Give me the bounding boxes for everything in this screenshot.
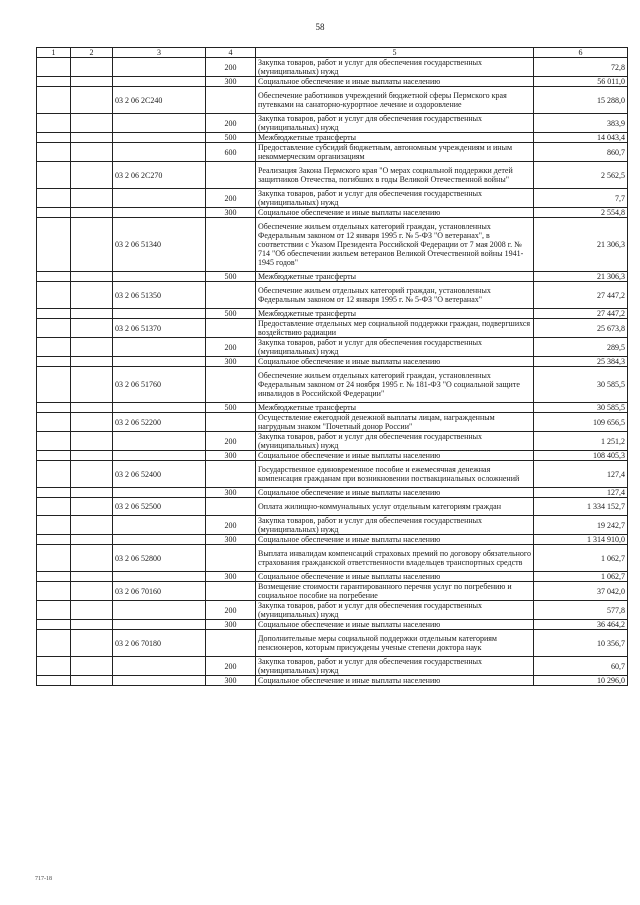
cell-amount: 27 447,2: [534, 282, 628, 309]
cell-description: Социальное обеспечение и иные выплаты населению: [256, 676, 534, 686]
cell-col2: [71, 413, 113, 432]
cell-description: Социальное обеспечение и иные выплаты населению: [256, 357, 534, 367]
table-row: [37, 630, 628, 657]
cell-expense-type: 500: [206, 272, 256, 282]
cell-expense-type: 500: [206, 309, 256, 319]
cell-col1: [37, 582, 71, 601]
cell-expense-type: [206, 582, 256, 601]
cell-description: Реализация Закона Пермского края "О мерах социальной поддержки детей защитников Отечества, погибших в годы Великой Отечественной войны": [256, 162, 534, 189]
cell-description: Обеспечение жильем отдельных категорий граждан, установленных Федеральным законом от 24 ноября 1995 г. № 181-ФЗ "О социальной защите инвалидов в Российской Федерации": [256, 367, 534, 403]
cell-col1: [37, 282, 71, 309]
cell-amount: 109 656,5: [534, 413, 628, 432]
table-row: [37, 451, 628, 461]
cell-amount: 37 042,0: [534, 582, 628, 601]
cell-target-code: 03 2 06 52500: [113, 498, 206, 516]
cell-amount: 383,9: [534, 114, 628, 133]
cell-description: Государственное единовременное пособие и ежемесячная денежная компенсация гражданам при возникновении поствакцинальных осложнений: [256, 461, 534, 488]
cell-col2: [71, 572, 113, 582]
cell-col1: [37, 357, 71, 367]
cell-target-code: 03 2 06 52400: [113, 461, 206, 488]
table-row: [37, 601, 628, 620]
cell-amount: 30 585,5: [534, 367, 628, 403]
cell-col1: [37, 133, 71, 143]
cell-expense-type: [206, 461, 256, 488]
cell-col2: [71, 516, 113, 535]
cell-expense-type: 300: [206, 208, 256, 218]
cell-amount: 7,7: [534, 189, 628, 208]
cell-amount: 289,5: [534, 338, 628, 357]
table-row: [37, 87, 628, 114]
cell-target-code: [113, 338, 206, 357]
cell-description: Социальное обеспечение и иные выплаты населению: [256, 451, 534, 461]
cell-col1: [37, 87, 71, 114]
cell-expense-type: 200: [206, 58, 256, 77]
table-row: [37, 620, 628, 630]
cell-expense-type: 300: [206, 620, 256, 630]
cell-description: Предоставление отдельных мер социальной поддержки граждан, подвергшихся воздействию радиации: [256, 319, 534, 338]
cell-target-code: [113, 516, 206, 535]
table-row: [37, 461, 628, 488]
cell-description: Возмещение стоимости гарантированного перечня услуг по погребению и социальное пособие на погребение: [256, 582, 534, 601]
table-row: [37, 114, 628, 133]
cell-col1: [37, 338, 71, 357]
cell-amount: 72,8: [534, 58, 628, 77]
cell-target-code: [113, 488, 206, 498]
cell-description: Закупка товаров, работ и услуг для обеспечения государственных (муниципальных) нужд: [256, 114, 534, 133]
cell-col2: [71, 114, 113, 133]
cell-col1: [37, 143, 71, 162]
cell-expense-type: 300: [206, 77, 256, 87]
cell-col1: [37, 218, 71, 272]
table-row: [37, 143, 628, 162]
cell-description: Осуществление ежегодной денежной выплаты лицам, награжденным нагрудным знаком "Почетный донор России": [256, 413, 534, 432]
cell-col1: [37, 272, 71, 282]
cell-expense-type: [206, 218, 256, 272]
cell-description: Социальное обеспечение и иные выплаты населению: [256, 488, 534, 498]
cell-target-code: [113, 676, 206, 686]
cell-col1: [37, 319, 71, 338]
cell-expense-type: [206, 498, 256, 516]
cell-target-code: [113, 451, 206, 461]
cell-expense-type: 200: [206, 516, 256, 535]
cell-target-code: [113, 601, 206, 620]
cell-amount: 2 562,5: [534, 162, 628, 189]
cell-amount: 1 334 152,7: [534, 498, 628, 516]
table-row: [37, 272, 628, 282]
cell-description: Закупка товаров, работ и услуг для обеспечения государственных (муниципальных) нужд: [256, 189, 534, 208]
cell-description: Закупка товаров, работ и услуг для обеспечения государственных (муниципальных) нужд: [256, 432, 534, 451]
cell-expense-type: 300: [206, 535, 256, 545]
cell-col1: [37, 601, 71, 620]
cell-expense-type: 200: [206, 189, 256, 208]
cell-target-code: [113, 572, 206, 582]
table-row: [37, 403, 628, 413]
cell-amount: 127,4: [534, 461, 628, 488]
cell-col1: [37, 516, 71, 535]
cell-expense-type: 300: [206, 451, 256, 461]
table-row: [37, 218, 628, 272]
cell-col2: [71, 162, 113, 189]
table-row: [37, 535, 628, 545]
cell-col1: [37, 620, 71, 630]
cell-target-code: [113, 432, 206, 451]
table-row: [37, 657, 628, 676]
cell-col2: [71, 535, 113, 545]
cell-amount: 127,4: [534, 488, 628, 498]
cell-target-code: [113, 189, 206, 208]
page-number: 58: [315, 22, 325, 32]
cell-amount: 1 314 910,0: [534, 535, 628, 545]
cell-target-code: 03 2 06 51370: [113, 319, 206, 338]
cell-description: Выплата инвалидам компенсаций страховых премий по договору обязательного страхования гражданской ответственности владельцев транспортных средств: [256, 545, 534, 572]
cell-expense-type: [206, 367, 256, 403]
cell-description: Социальное обеспечение и иные выплаты населению: [256, 620, 534, 630]
cell-target-code: [113, 657, 206, 676]
cell-col2: [71, 601, 113, 620]
cell-col1: [37, 58, 71, 77]
cell-amount: 56 011,0: [534, 77, 628, 87]
cell-description: Социальное обеспечение и иные выплаты населению: [256, 77, 534, 87]
cell-description: Обеспечение жильем отдельных категорий граждан, установленных Федеральным законом от 12 января 1995 г. № 5-ФЗ "О ветеранах", в соответствии с Указом Президента Российской Федерации от 7 мая 2008 г. № 714 "Об обеспечении жильем ветеранов Великой Отечественной войны 1941-1945 годов": [256, 218, 534, 272]
cell-target-code: [113, 272, 206, 282]
cell-col2: [71, 319, 113, 338]
cell-target-code: [113, 357, 206, 367]
table-row: [37, 338, 628, 357]
column-number-4: 4: [206, 48, 256, 58]
cell-col2: [71, 87, 113, 114]
cell-expense-type: [206, 545, 256, 572]
cell-expense-type: 600: [206, 143, 256, 162]
cell-amount: 860,7: [534, 143, 628, 162]
cell-col2: [71, 451, 113, 461]
table-row: [37, 309, 628, 319]
cell-col1: [37, 676, 71, 686]
cell-target-code: 03 2 06 52200: [113, 413, 206, 432]
column-number-5: 5: [256, 48, 534, 58]
cell-col1: [37, 114, 71, 133]
cell-col1: [37, 535, 71, 545]
cell-amount: 25 384,3: [534, 357, 628, 367]
cell-amount: 1 062,7: [534, 572, 628, 582]
cell-amount: 21 306,3: [534, 218, 628, 272]
cell-col1: [37, 488, 71, 498]
cell-expense-type: 300: [206, 676, 256, 686]
cell-description: Межбюджетные трансферты: [256, 309, 534, 319]
cell-col2: [71, 218, 113, 272]
cell-col2: [71, 282, 113, 309]
cell-expense-type: [206, 162, 256, 189]
cell-col1: [37, 77, 71, 87]
cell-col1: [37, 413, 71, 432]
table-row: [37, 413, 628, 432]
cell-col1: [37, 572, 71, 582]
table-row: [37, 367, 628, 403]
cell-amount: 30 585,5: [534, 403, 628, 413]
cell-col2: [71, 657, 113, 676]
cell-col1: [37, 367, 71, 403]
table-row: [37, 516, 628, 535]
table-row: [37, 58, 628, 77]
cell-target-code: 03 2 06 51760: [113, 367, 206, 403]
cell-description: Закупка товаров, работ и услуг для обеспечения государственных (муниципальных) нужд: [256, 516, 534, 535]
cell-col2: [71, 338, 113, 357]
cell-target-code: 03 2 06 51340: [113, 218, 206, 272]
cell-expense-type: [206, 630, 256, 657]
budget-table: [36, 47, 628, 686]
table-row: [37, 357, 628, 367]
cell-expense-type: [206, 87, 256, 114]
cell-expense-type: 200: [206, 432, 256, 451]
cell-col1: [37, 451, 71, 461]
cell-col2: [71, 189, 113, 208]
cell-target-code: [113, 403, 206, 413]
cell-target-code: [113, 535, 206, 545]
cell-target-code: 03 2 06 70160: [113, 582, 206, 601]
cell-amount: 27 447,2: [534, 309, 628, 319]
cell-amount: 60,7: [534, 657, 628, 676]
cell-expense-type: 300: [206, 488, 256, 498]
cell-amount: 21 306,3: [534, 272, 628, 282]
cell-description: Предоставление субсидий бюджетным, автономным учреждениям и иным некоммерческим организациям: [256, 143, 534, 162]
column-number-row: [37, 48, 628, 58]
table-row: [37, 676, 628, 686]
table-row: [37, 545, 628, 572]
cell-col2: [71, 367, 113, 403]
cell-col2: [71, 133, 113, 143]
cell-col1: [37, 498, 71, 516]
cell-expense-type: [206, 319, 256, 338]
table-row: [37, 189, 628, 208]
cell-col1: [37, 403, 71, 413]
cell-expense-type: [206, 282, 256, 309]
column-number-6: 6: [534, 48, 628, 58]
table-row: [37, 498, 628, 516]
cell-description: Обеспечение жильем отдельных категорий граждан, установленных Федеральным законом от 12 января 1995 г. № 5-ФЗ "О ветеранах": [256, 282, 534, 309]
cell-col2: [71, 143, 113, 162]
table-row: [37, 582, 628, 601]
cell-amount: 36 464,2: [534, 620, 628, 630]
cell-col2: [71, 77, 113, 87]
cell-col2: [71, 676, 113, 686]
column-number-2: 2: [71, 48, 113, 58]
column-number-1: 1: [37, 48, 71, 58]
cell-col1: [37, 162, 71, 189]
cell-expense-type: 300: [206, 357, 256, 367]
column-number-3: 3: [113, 48, 206, 58]
cell-amount: 25 673,8: [534, 319, 628, 338]
cell-expense-type: 500: [206, 403, 256, 413]
footer-code: 717-18: [35, 876, 52, 882]
cell-target-code: 03 2 06 52800: [113, 545, 206, 572]
cell-col2: [71, 488, 113, 498]
cell-amount: 1 251,2: [534, 432, 628, 451]
cell-amount: 10 356,7: [534, 630, 628, 657]
cell-expense-type: 200: [206, 338, 256, 357]
cell-col1: [37, 189, 71, 208]
cell-col2: [71, 498, 113, 516]
table-row: [37, 77, 628, 87]
cell-description: Социальное обеспечение и иные выплаты населению: [256, 208, 534, 218]
cell-col2: [71, 432, 113, 451]
cell-target-code: [113, 114, 206, 133]
cell-target-code: [113, 58, 206, 77]
cell-target-code: 03 2 06 2С240: [113, 87, 206, 114]
cell-col2: [71, 272, 113, 282]
cell-description: Оплата жилищно-коммунальных услуг отдельным категориям граждан: [256, 498, 534, 516]
cell-description: Социальное обеспечение и иные выплаты населению: [256, 572, 534, 582]
cell-expense-type: 200: [206, 601, 256, 620]
cell-description: Обеспечение работников учреждений бюджетной сферы Пермского края путевками на санаторно-курортное лечение и оздоровление: [256, 87, 534, 114]
cell-col1: [37, 545, 71, 572]
cell-col2: [71, 545, 113, 572]
cell-amount: 19 242,7: [534, 516, 628, 535]
cell-amount: 14 043,4: [534, 133, 628, 143]
cell-target-code: [113, 133, 206, 143]
cell-col1: [37, 630, 71, 657]
cell-col1: [37, 432, 71, 451]
table-row: [37, 319, 628, 338]
cell-col2: [71, 58, 113, 77]
table-row: [37, 133, 628, 143]
cell-target-code: 03 2 06 70180: [113, 630, 206, 657]
table-row: [37, 572, 628, 582]
cell-expense-type: 500: [206, 133, 256, 143]
cell-amount: 10 296,0: [534, 676, 628, 686]
cell-col2: [71, 403, 113, 413]
cell-description: Межбюджетные трансферты: [256, 133, 534, 143]
cell-amount: 1 062,7: [534, 545, 628, 572]
cell-amount: 108 405,3: [534, 451, 628, 461]
cell-col1: [37, 309, 71, 319]
cell-col2: [71, 582, 113, 601]
cell-description: Межбюджетные трансферты: [256, 403, 534, 413]
cell-target-code: 03 2 06 51350: [113, 282, 206, 309]
cell-col2: [71, 208, 113, 218]
cell-target-code: 03 2 06 2С270: [113, 162, 206, 189]
cell-description: Закупка товаров, работ и услуг для обеспечения государственных (муниципальных) нужд: [256, 338, 534, 357]
table-row: [37, 162, 628, 189]
cell-expense-type: 300: [206, 572, 256, 582]
cell-amount: 2 554,8: [534, 208, 628, 218]
cell-expense-type: [206, 413, 256, 432]
table-row: [37, 208, 628, 218]
cell-col1: [37, 657, 71, 676]
cell-col1: [37, 208, 71, 218]
cell-target-code: [113, 77, 206, 87]
cell-col2: [71, 620, 113, 630]
cell-description: Закупка товаров, работ и услуг для обеспечения государственных (муниципальных) нужд: [256, 657, 534, 676]
table-body: [37, 58, 628, 686]
cell-col1: [37, 461, 71, 488]
cell-target-code: [113, 208, 206, 218]
cell-amount: 577,8: [534, 601, 628, 620]
cell-expense-type: 200: [206, 114, 256, 133]
table-row: [37, 432, 628, 451]
cell-col2: [71, 630, 113, 657]
table-row: [37, 282, 628, 309]
cell-target-code: [113, 309, 206, 319]
cell-description: Закупка товаров, работ и услуг для обеспечения государственных (муниципальных) нужд: [256, 58, 534, 77]
cell-col2: [71, 461, 113, 488]
cell-description: Межбюджетные трансферты: [256, 272, 534, 282]
cell-amount: 15 288,0: [534, 87, 628, 114]
cell-description: Дополнительные меры социальной поддержки отдельным категориям пенсионеров, которым присуждены ученые степени доктора наук: [256, 630, 534, 657]
cell-target-code: [113, 620, 206, 630]
table-row: [37, 488, 628, 498]
cell-col2: [71, 357, 113, 367]
cell-expense-type: 200: [206, 657, 256, 676]
cell-description: Социальное обеспечение и иные выплаты населению: [256, 535, 534, 545]
cell-description: Закупка товаров, работ и услуг для обеспечения государственных (муниципальных) нужд: [256, 601, 534, 620]
cell-target-code: [113, 143, 206, 162]
cell-col2: [71, 309, 113, 319]
